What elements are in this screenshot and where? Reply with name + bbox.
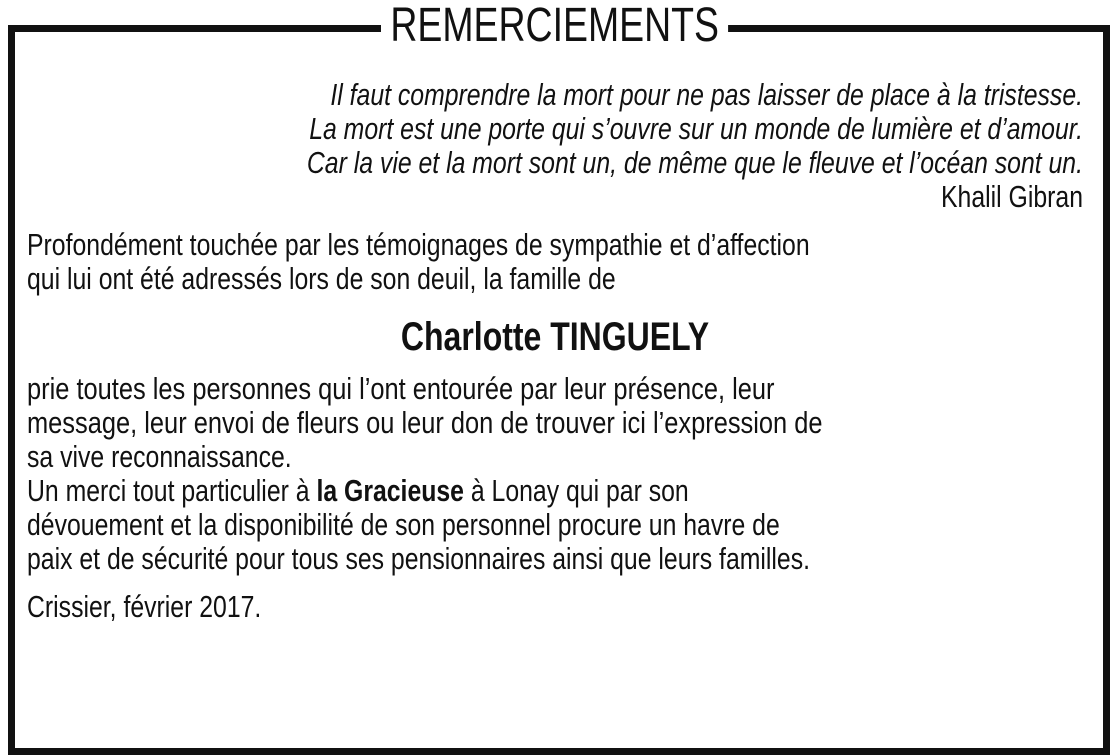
- body-line: sa vive reconnaissance.: [27, 439, 292, 474]
- quote-line: La mort est une porte qui s’ouvre sur un monde de lumière et d’amour.: [309, 111, 1083, 146]
- intro-paragraph: [27, 228, 1083, 296]
- deceased-name-row: [27, 314, 1083, 360]
- quote-author: Khalil Gibran: [941, 179, 1083, 214]
- place-date-row: [27, 590, 1083, 624]
- quote-author-row: [27, 180, 1083, 214]
- thanks-first-line: [27, 474, 872, 508]
- body-line: message, leur envoi de fleurs ou leur don de trouver ici l’expression de: [27, 405, 823, 440]
- thanks-line: dévouement et la disponibilité de son personnel procure un havre de: [27, 507, 780, 542]
- thanks-paragraph: [27, 474, 1083, 576]
- heading-container: [0, 0, 1110, 54]
- body-paragraph: [27, 372, 1083, 474]
- institution-name: la Gracieuse: [316, 473, 464, 508]
- quote-line: Il faut comprendre la mort pour ne pas laisser de place à la tristesse.: [330, 77, 1083, 112]
- deceased-name: Charlotte TINGUELY: [400, 315, 710, 359]
- thanks-line: paix et de sécurité pour tous ses pensionnaires ainsi que leurs familles.: [27, 541, 811, 576]
- quote-block: [27, 78, 1083, 180]
- intro-line: qui lui ont été adressés lors de son deuil, la famille de: [27, 261, 616, 296]
- place-date: Crissier, février 2017.: [27, 589, 262, 624]
- notice-content: [27, 78, 1083, 624]
- quote-line: Car la vie et la mort sont un, de même que le fleuve et l’océan sont un.: [306, 145, 1083, 180]
- body-line: prie toutes les personnes qui l’ont entourée par leur présence, leur: [27, 371, 775, 406]
- notice-heading: REMERCIEMENTS: [381, 0, 728, 54]
- thanks-suffix: à Lonay qui par son: [463, 473, 689, 508]
- thanks-prefix: Un merci tout particulier à: [27, 473, 317, 508]
- intro-line: Profondément touchée par les témoignages de sympathie et d’affection: [27, 227, 810, 262]
